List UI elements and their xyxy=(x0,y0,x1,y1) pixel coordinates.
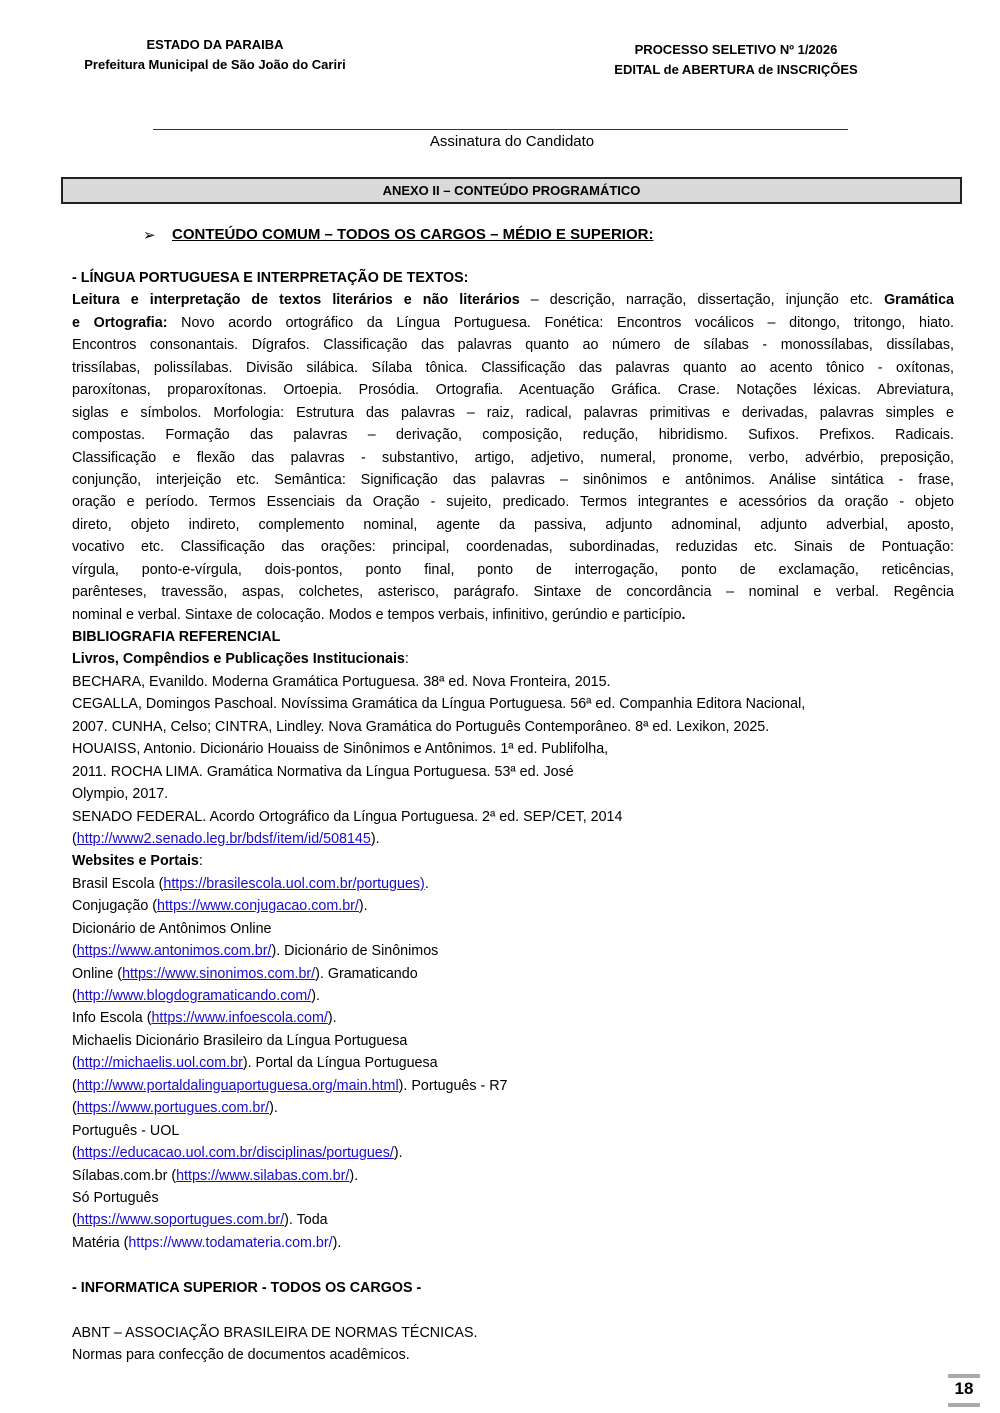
url-link[interactable]: https://www.antonimos.com.br/ xyxy=(76,943,272,960)
text-line xyxy=(72,648,954,670)
text: direto, objeto indireto, complemento nominal, agente da passiva, adjunto adnominal, adjunto adverbial, aposto, xyxy=(72,516,954,533)
text: ( xyxy=(72,1055,77,1072)
text-line xyxy=(72,693,954,715)
page-number-bar-bottom xyxy=(948,1403,980,1407)
text: Michaelis Dicionário Brasileiro da Língua Portuguesa xyxy=(72,1032,408,1049)
text: SENADO FEDERAL. Acordo Ortográfico da Língua Portuguesa. 2ª ed. SEP/CET, 2014 xyxy=(72,808,623,825)
text: vírgula, ponto-e-vírgula, dois-pontos, ponto final, ponto de interrogação, ponto de exclamação, reticências, xyxy=(72,561,954,578)
bold-text: - INFORMATICA SUPERIOR - TODOS OS CARGOS - xyxy=(72,1279,422,1296)
text-line xyxy=(72,1097,954,1119)
arrow-bullet-icon: ➢ xyxy=(143,227,156,244)
text-line xyxy=(72,334,954,356)
text: – descrição, narração, dissertação, injunção etc. xyxy=(519,292,885,309)
text-line xyxy=(72,918,954,940)
text-line xyxy=(72,783,954,805)
text: Normas para confecção de documentos acadêmicos. xyxy=(72,1347,410,1363)
text: ). Dicionário de Sinônimos xyxy=(271,943,439,960)
text: ( xyxy=(72,830,77,847)
text-line xyxy=(72,1344,954,1366)
text-line xyxy=(72,357,954,379)
text-line xyxy=(72,491,954,513)
text: HOUAISS, Antonio. Dicionário Houaiss de Sinônimos e Antônimos. 1ª ed. Publifolha, xyxy=(72,741,609,758)
text: Dicionário de Antônimos Online xyxy=(72,920,272,937)
text-line xyxy=(72,1030,954,1052)
text: ). xyxy=(370,830,380,847)
text-line xyxy=(72,671,954,693)
text-line xyxy=(72,1254,954,1276)
text: Português - UOL xyxy=(72,1122,180,1139)
document-body xyxy=(72,267,954,1366)
bold-text: . xyxy=(681,606,686,623)
text: Online ( xyxy=(72,965,123,982)
text: ). xyxy=(349,1167,359,1184)
text: ). xyxy=(311,988,320,1004)
text: . xyxy=(424,875,429,892)
text-line xyxy=(72,1277,954,1299)
text: conjunção, interjeição etc. Semântica: Significação das palavras – sinônimos e antônimos. Análise sintática - frase, xyxy=(72,471,954,488)
text-line xyxy=(72,312,954,334)
text: ). Gramaticando xyxy=(315,965,418,982)
text-line xyxy=(72,1187,954,1209)
text: trissílabas, polissílabas. Divisão silábica. Sílaba tônica. Classificação das palavras quanto ao acento tônico - oxítonas, xyxy=(72,359,954,376)
text: Conjugação ( xyxy=(72,898,158,915)
text: ( xyxy=(72,988,77,1004)
text-line xyxy=(72,1209,954,1231)
text: CEGALLA, Domingos Paschoal. Novíssima Gramática da Língua Portuguesa. 56ª ed. Companhia Editora Nacional, xyxy=(72,696,806,713)
text-line xyxy=(72,1007,954,1029)
url-link[interactable]: https://educacao.uol.com.br/disciplinas/portugues/ xyxy=(76,1145,394,1162)
text-line xyxy=(72,850,954,872)
text: ( xyxy=(72,1100,77,1117)
text: ). Toda xyxy=(284,1212,328,1229)
signature-line xyxy=(153,129,848,130)
section-title: CONTEÚDO COMUM – TODOS OS CARGOS – MÉDIO E SUPERIOR: xyxy=(172,226,654,243)
url-link[interactable]: https://www.sinonimos.com.br/ xyxy=(122,965,316,982)
text-line xyxy=(72,873,954,895)
text-line xyxy=(72,806,954,828)
url-link[interactable]: https://www.infoescola.com/ xyxy=(151,1010,328,1027)
text: ). xyxy=(269,1100,278,1117)
text-line xyxy=(72,716,954,738)
text-line xyxy=(72,424,954,446)
text-line xyxy=(72,447,954,469)
text-line xyxy=(72,469,954,491)
text: ( xyxy=(72,1145,77,1162)
text-line xyxy=(72,1322,954,1344)
text-line xyxy=(72,514,954,536)
text: : xyxy=(198,853,203,870)
page-number-bar-top xyxy=(948,1374,980,1378)
text-line xyxy=(72,379,954,401)
bold-text: - LÍNGUA PORTUGUESA E INTERPRETAÇÃO DE TEXTOS: xyxy=(72,270,469,286)
text: ). Portal da Língua Portuguesa xyxy=(242,1055,438,1072)
url-link[interactable]: https://www.todamateria.com.br/ xyxy=(128,1234,333,1251)
url-link[interactable]: https://www.conjugacao.com.br/ xyxy=(157,898,359,915)
text-line xyxy=(72,1120,954,1142)
signature-label: Assinatura do Candidato xyxy=(429,133,595,150)
bold-text: e Ortografia: xyxy=(72,314,168,331)
text: ( xyxy=(72,1077,77,1094)
text-line xyxy=(72,828,954,850)
header-left xyxy=(60,35,370,75)
bold-text: Livros, Compêndios e Publicações Institucionais xyxy=(72,651,405,668)
text: vocativo etc. Classificação das orações: principal, coordenadas, subordinadas, reduzidas etc. Sinais de Pontuação: xyxy=(72,539,954,556)
text: Encontros consonantais. Dígrafos. Classificação das palavras quanto ao número de sílabas - monossílabas, dissílabas, xyxy=(72,337,954,354)
text-line xyxy=(72,1075,954,1097)
url-link[interactable]: http://www.blogdogramaticando.com/ xyxy=(76,988,312,1004)
text: parênteses, travessão, aspas, colchetes, asterisco, parágrafo. Sintaxe de concordância – nominal e verbal. Regência xyxy=(72,584,954,601)
text-line xyxy=(72,1052,954,1074)
text-line xyxy=(72,559,954,581)
text: compostas. Formação das palavras – derivação, composição, redução, hibridismo. Sufixos. Prefixos. Radicais. xyxy=(72,427,954,444)
text: siglas e símbolos. Morfologia: Estrutura das palavras – raiz, radical, palavras primitivas e derivadas, palavras simples e xyxy=(72,404,954,421)
bold-text: Websites e Portais xyxy=(72,853,199,870)
text: Só Português xyxy=(72,1189,159,1206)
text-line xyxy=(72,267,954,289)
text-line xyxy=(72,626,954,648)
text: ABNT – ASSOCIAÇÃO BRASILEIRA DE NORMAS TÉCNICAS. xyxy=(72,1324,478,1341)
url-link[interactable]: https://brasilescola.uol.com.br/portugues) xyxy=(163,875,425,892)
text: BECHARA, Evanildo. Moderna Gramática Portuguesa. 38ª ed. Nova Fronteira, 2015. xyxy=(72,673,611,690)
text: ). Português - R7 xyxy=(398,1077,508,1094)
text: nominal e verbal. Sintaxe de colocação. Modos e tempos verbais, infinitivo, gerúndio e particípio xyxy=(72,606,682,623)
text-line xyxy=(72,1232,954,1254)
text-line xyxy=(72,1142,954,1164)
text-line xyxy=(72,402,954,424)
text-line xyxy=(72,985,954,1007)
url-link[interactable]: http://www2.senado.leg.br/bdsf/item/id/508145 xyxy=(76,830,371,847)
header-right xyxy=(580,40,892,80)
url-link[interactable]: https://www.silabas.com.br/ xyxy=(176,1167,350,1184)
url-link[interactable]: http://michaelis.uol.com.br xyxy=(76,1055,243,1072)
text-line xyxy=(72,963,954,985)
text: Olympio, 2017. xyxy=(72,786,169,803)
text: 2011. ROCHA LIMA. Gramática Normativa da Língua Portuguesa. 53ª ed. José xyxy=(72,763,574,780)
text-line xyxy=(72,761,954,783)
text: oração e período. Termos Essenciais da Oração - sujeito, predicado. Termos integrantes e acessórios da oração - objeto xyxy=(72,494,954,511)
text: ( xyxy=(72,943,77,960)
bold-text: Leitura e interpretação de textos literários e não literários xyxy=(72,292,520,309)
url-link[interactable]: http://www.portaldalinguaportuguesa.org/main.html xyxy=(76,1077,399,1094)
text-line xyxy=(72,1299,954,1321)
state-name: ESTADO DA PARAIBA xyxy=(146,37,284,52)
text-line xyxy=(72,536,954,558)
process-title: PROCESSO SELETIVO Nº 1/2026 xyxy=(634,42,838,57)
url-link[interactable]: https://www.soportugues.com.br/ xyxy=(76,1212,285,1229)
text: : xyxy=(404,651,409,668)
text: Matéria ( xyxy=(72,1234,129,1251)
annex-title-box: ANEXO II – CONTEÚDO PROGRAMÁTICO xyxy=(61,177,962,204)
bold-text: Gramática xyxy=(884,292,954,309)
text-line xyxy=(72,1165,954,1187)
text: ). xyxy=(358,898,368,915)
text: ). xyxy=(393,1145,403,1162)
text: ). xyxy=(332,1234,342,1251)
text-line xyxy=(72,940,954,962)
text-line xyxy=(72,581,954,603)
text: Sílabas.com.br ( xyxy=(72,1167,177,1184)
text-line xyxy=(72,738,954,760)
text: ). xyxy=(327,1010,337,1027)
text: 2007. CUNHA, Celso; CINTRA, Lindley. Nova Gramática do Português Contemporâneo. 8ª ed. Lexikon, 2025. xyxy=(72,718,770,735)
municipality-name: Prefeitura Municipal de São João do Cariri xyxy=(84,57,346,72)
text-line xyxy=(72,604,954,626)
text: Classificação e flexão das palavras - substantivo, artigo, adjetivo, numeral, pronome, verbo, advérbio, preposição, xyxy=(72,449,954,466)
edital-title: EDITAL de ABERTURA de INSCRIÇÕES xyxy=(614,62,858,77)
text: Brasil Escola ( xyxy=(72,875,164,892)
text: paroxítonas, proparoxítonas. Ortoepia. Prosódia. Ortografia. Acentuação Gráfica. Crase. Notações léxicas. Abreviatura, xyxy=(72,382,954,399)
page-number: 18 xyxy=(954,1379,974,1398)
bold-text: BIBLIOGRAFIA REFERENCIAL xyxy=(72,629,281,645)
text-line xyxy=(72,895,954,917)
text: Info Escola ( xyxy=(72,1010,152,1027)
text: Novo acordo ortográfico da Língua Portuguesa. Fonética: Encontros vocálicos – ditongo, tritongo, hiato. xyxy=(167,314,954,331)
url-link[interactable]: https://www.portugues.com.br/ xyxy=(76,1100,270,1117)
text: ( xyxy=(72,1212,77,1229)
text-line xyxy=(72,289,954,311)
